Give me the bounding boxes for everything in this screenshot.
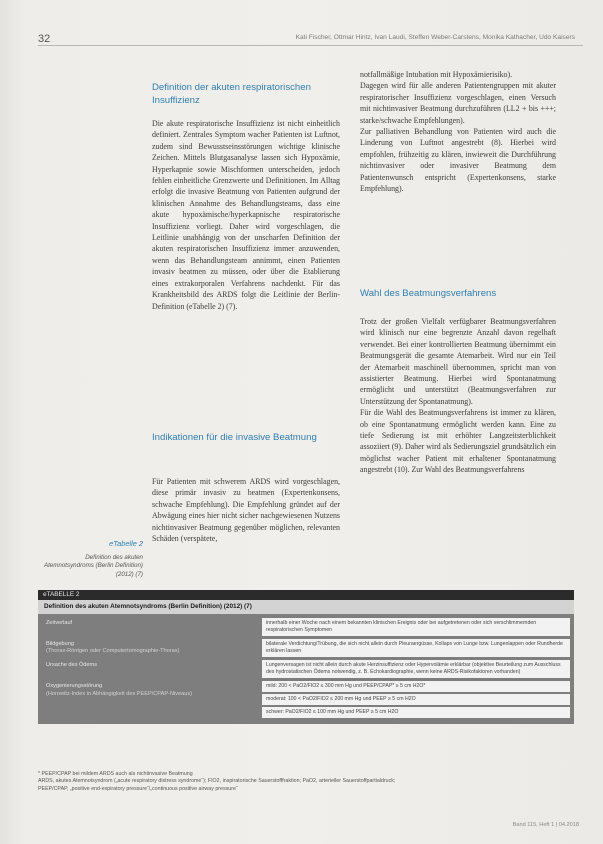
row-cells	[262, 639, 570, 657]
paragraph-right-1: notfallmäßige Intubation mit Hypoxämierisiko).	[360, 70, 513, 79]
row-label-main: Oxygenierungsstörung	[46, 683, 103, 690]
row-label-main: Ursache des Ödems	[46, 662, 97, 669]
table-cell: mild: 200 < PaO2/FIO2 ≤ 300 mm Hg und PEEP/CPAP* ≥ 5 cm H2O*	[262, 681, 570, 692]
paragraph-right-3: Zur palliativen Behandlung von Patienten wird auch die Linderung von Luftnot angestrebt (8). Hierbei wird empfohlen, frühzeitig zu klären, inwieweit die Durchführung nichtinvasiver oder invasiver Beatmung dem Patientenwunsch entspricht (Expertenkonsens, starke Empfehlung).	[360, 127, 556, 194]
footnote: * PEEP/CPAP bei mildem ARDS auch als nichtinvasive Beatmung	[38, 771, 193, 777]
column-left-text-2	[152, 476, 340, 544]
row-label	[42, 660, 262, 678]
page-number: 32	[38, 33, 51, 45]
footnote: PEEP/CPAP, „positive end-expiratory pressure“/„continuous positive airway pressure“	[38, 785, 238, 792]
margin-note-text: Definition des akuten Atemnotsyndroms (Berlin Definition) (2012) (7)	[43, 554, 143, 578]
margin-note-label: eTabelle 2	[109, 539, 143, 548]
table-title: Definition des akuten Atemnotsyndroms (Berlin Definition) (2012) (7)	[38, 600, 574, 614]
table-label: eTABELLE 2	[38, 590, 574, 600]
running-header-authors: Kati Fischer, Ottmar Hintz, Ivan Laudi, Steffen Weber-Carstens, Monika Kathacher, Udo Kaisers	[295, 34, 575, 41]
table-body	[38, 614, 574, 724]
row-label-sub: (Horowitz-Index in Abhängigkeit des PEEP/CPAP-Niveaus)	[46, 690, 193, 697]
paragraph-indikation: Für Patienten mit schwerem ARDS wird vorgeschlagen, diese primär invasiv zu beatmen (Expertenkonsens, schwache Empfehlung). Die Empfehlung gründet auf der Abwägung eines hier nicht sicher nachgewiesenen Nutzens nichtinvasiver Beatmung gegenüber möglichen, relevanten Schäden (verspätete,	[152, 477, 340, 544]
paragraph-wahl-2: Für die Wahl des Beatmungsverfahrens ist immer zu klären, ob eine Spontanatmung ermöglicht werden kann. Eine zu tiefe Sedierung ist mit erhöhter Langzeitsterblichkeit assoziiert (9). Daher wird als Sedierungsziel grundsätzlich ein möglichst wacher Patient mit erhaltener Spontanatmung angestrebt (10). Zur Wahl des Beatmungsverfahrens	[360, 408, 556, 475]
row-label	[42, 681, 262, 718]
margin-note	[38, 539, 143, 579]
column-right-text-1	[360, 69, 556, 194]
row-label-main: Bildgebung	[46, 641, 74, 647]
row-cells	[262, 681, 570, 718]
paragraph-definition: Die akute respiratorische Insuffizienz ist nicht einheitlich definiert. Zentrales Symptom wacher Patienten ist Luftnot, zudem sind Bewusstseinsstörungen wichtige klinische Zeichen. Mittels Blutgasanalyse lassen sich Hypoxämie, Hyperkapnie sowie Mischformen unterscheiden, jedoch fehlen einheitliche Grenzwerte und Definitionen. Im Alltag erfolgt die invasive Beatmung von Patienten aufgrund der klinischen Annahme des Behandlungsteams, dass eine akute hypoxämische/hyperkapnische respiratorische Insuffizienz vorliegt. Daher wird vorgeschlagen, die Leitlinie unabhängig von der unscharfen Definition der akuten respiratorischen Insuffizienz immer anzuwenden, wenn das Behandlungsteam annimmt, einen Patienten invasiv beatmen zu müssen, oder über die Etablierung eines extrakorporalen Verfahrens nachdenkt. Für das Krankheitsbild des ARDS folgt die Leitlinie der Berlin-Definition (eTabelle 2) (7).	[152, 119, 340, 311]
row-label	[42, 639, 262, 657]
heading-indikation: Indikationen für die invasive Beatmung	[152, 432, 317, 443]
row-label-sub: (Thorax-Röntgen oder Computertomographie-Thorax)	[46, 648, 180, 655]
table-cell: moderat: 100 < PaO2/FIO2 ≤ 200 mm Hg und PEEP ≥ 5 cm H2O	[262, 694, 570, 705]
table-cell: bilaterale Verdichtung/Trübung, die sich nicht allein durch Pleuraergüsse, Kollaps von Lunge bzw. Lungenlappen oder Rundherde erklären lassen	[262, 639, 570, 657]
table-row	[42, 618, 570, 636]
etabelle-2	[38, 590, 574, 724]
header-rule	[38, 45, 583, 46]
table-footnotes	[38, 771, 574, 793]
table-row	[42, 660, 570, 678]
row-cells	[262, 618, 570, 636]
row-cells	[262, 660, 570, 678]
page-footer: Band 115, Heft 1 | 04.2018	[512, 822, 579, 828]
heading-definition: Definition der akuten respiratorischen Insuffizienz	[152, 82, 311, 106]
table-row	[42, 681, 570, 718]
column-left-text-1	[152, 118, 340, 312]
footnote: ARDS, akutes Atemnotsyndrom („acute respiratory distress syndrome“); FIO2, inspiratorische Sauerstofffraktion; PaO2, arterieller Sauerstoffpartialdruck;	[38, 778, 396, 785]
paragraph-wahl-1: Trotz der großen Vielfalt verfügbarer Beatmungsverfahren wird klinisch nur eine begrenzte Anzahl davon regelhaft verwendet. Bei einer kontrollierten Beatmung übernimmt ein Beatmungsgerät die gesamte Atemarbeit. Wird nur ein Teil der Atemarbeit maschinell übernommen, spricht man von assistierter Beatmung. Hierbei wird Spontanatmung ermöglicht und unterstützt (Beatmungsverfahren zur Unterstützung der Spontanatmung).	[360, 317, 556, 406]
paragraph-right-2: Dagegen wird für alle anderen Patientengruppen mit akuter respiratorischer Insuffizienz vorgeschlagen, einen Versuch mit nichtinvasiver Beatmung durchzuführen (LL2 + bis +++; starke/schwache Empfehlungen).	[360, 81, 556, 125]
column-right-text-2	[360, 316, 556, 476]
table-row	[42, 639, 570, 657]
table-cell: schwer: PaO2/FIO2 ≤ 100 mm Hg und PEEP ≥ 5 cm H2O	[262, 707, 570, 718]
heading-wahl: Wahl des Beatmungsverfahrens	[360, 288, 497, 299]
table-cell: innerhalb einer Woche nach einem bekannten klinischen Ereignis oder bei aufgetretenen oder sich verschlimmernden respiratorischen Symptomen	[262, 618, 570, 636]
row-label	[42, 618, 262, 636]
row-label-main: Zeitverlauf	[46, 620, 73, 626]
table-cell: Lungenversagen ist nicht allein durch akute Herzinsuffizienz oder Hypervolämie erklärbar (objektive Beurteilung zum Ausschluss des hydrostatischen Ödems notwendig, z. B. Echokardiographie, wenn keine ARDS-Risikofaktoren vorhanden)	[262, 660, 570, 678]
